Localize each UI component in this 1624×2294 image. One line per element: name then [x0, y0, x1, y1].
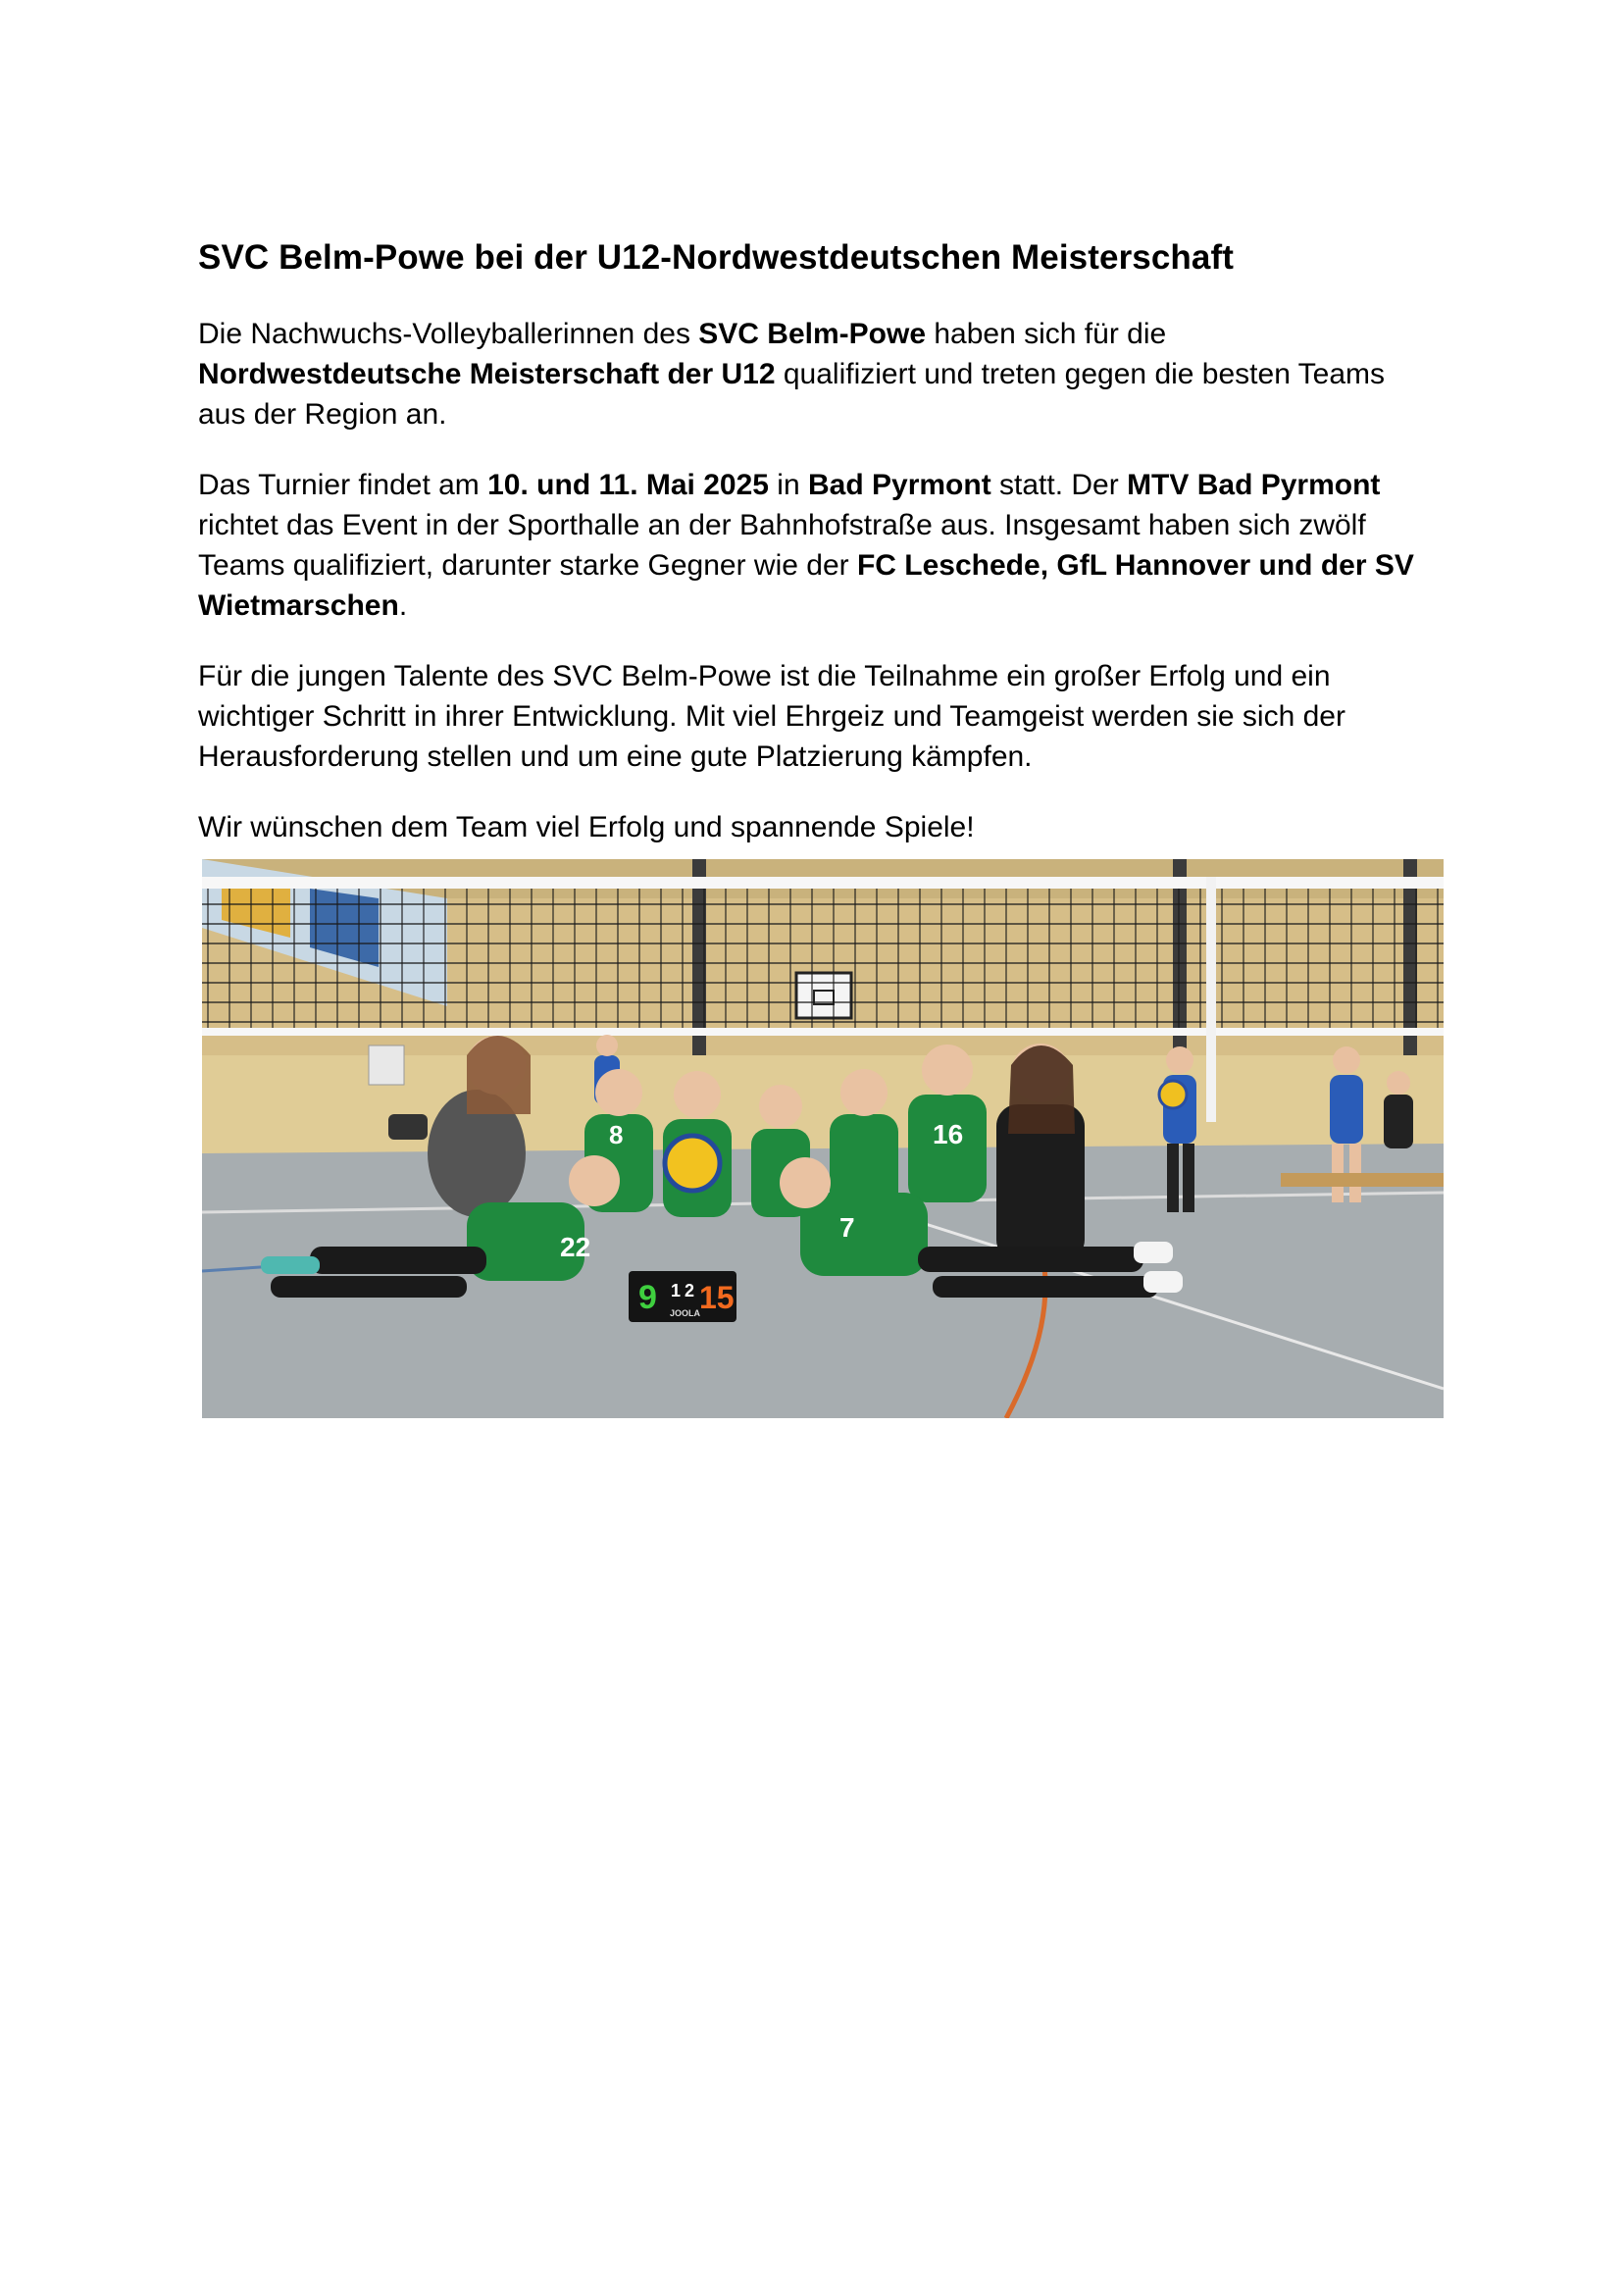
basketball-hoop: [796, 973, 851, 1018]
text: Die Nachwuchs-Volleyballerinnen des: [198, 318, 699, 350]
jersey-number: 16: [933, 1119, 964, 1149]
bold-text: Bad Pyrmont: [807, 469, 991, 501]
paragraph-intro: [198, 314, 1434, 434]
paragraph-tournament: [198, 465, 1434, 626]
scoreboard-mid-2: 2: [685, 1281, 695, 1300]
team-photo-illustration: [202, 859, 1444, 1418]
bold-text: FC Leschede, GfL Hannover und der SV Wietmarschen: [198, 549, 1414, 622]
jersey-number: 8: [609, 1120, 624, 1149]
text: in: [768, 469, 808, 501]
team-photo: [202, 859, 1444, 1418]
scoreboard-left: 9: [638, 1279, 657, 1316]
bold-text: Nordwestdeutsche Meisterschaft der U12: [198, 358, 776, 390]
bold-text: 10. und 11. Mai 2025: [487, 469, 769, 501]
article: [198, 231, 1434, 847]
text: Das Turnier findet am: [198, 469, 488, 501]
scoreboard-brand: JOOLA: [670, 1308, 701, 1318]
scoreboard-mid-1: 1: [671, 1281, 682, 1300]
paragraph-talents: Für die jungen Talente des SVC Belm-Powe ist die Teilnahme ein großer Erfolg und ein wichtiger Schritt in ihrer Entwicklung. Mit viel Ehrgeiz und Teamgeist werden sie sich der Herausforderung stellen und um eine gute Platzierung kämpfen.: [198, 660, 1345, 773]
volleyball: [665, 1136, 720, 1191]
text: richtet das Event in der Sporthalle an der Bahnhofstraße aus. Insgesamt haben sich zwölf Teams qualifiziert, darunter starke Gegner wie der: [198, 509, 1366, 582]
scoreboard: [629, 1271, 736, 1322]
bold-text: SVC Belm-Powe: [698, 318, 927, 350]
scoreboard-right: 15: [699, 1280, 735, 1315]
paragraph-wishes: Wir wünschen dem Team viel Erfolg und spannende Spiele!: [198, 811, 975, 843]
bold-text: MTV Bad Pyrmont: [1127, 469, 1381, 501]
text: haben sich für die: [926, 318, 1167, 350]
text: qualifiziert und treten gegen die besten Teams aus der Region an.: [198, 358, 1386, 431]
jersey-number: 7: [839, 1212, 855, 1243]
text: statt. Der: [990, 469, 1128, 501]
text: .: [398, 589, 408, 622]
article-title: SVC Belm-Powe bei der U12-Nordwestdeutschen Meisterschaft: [198, 238, 1234, 277]
jersey-number: 22: [560, 1232, 591, 1262]
